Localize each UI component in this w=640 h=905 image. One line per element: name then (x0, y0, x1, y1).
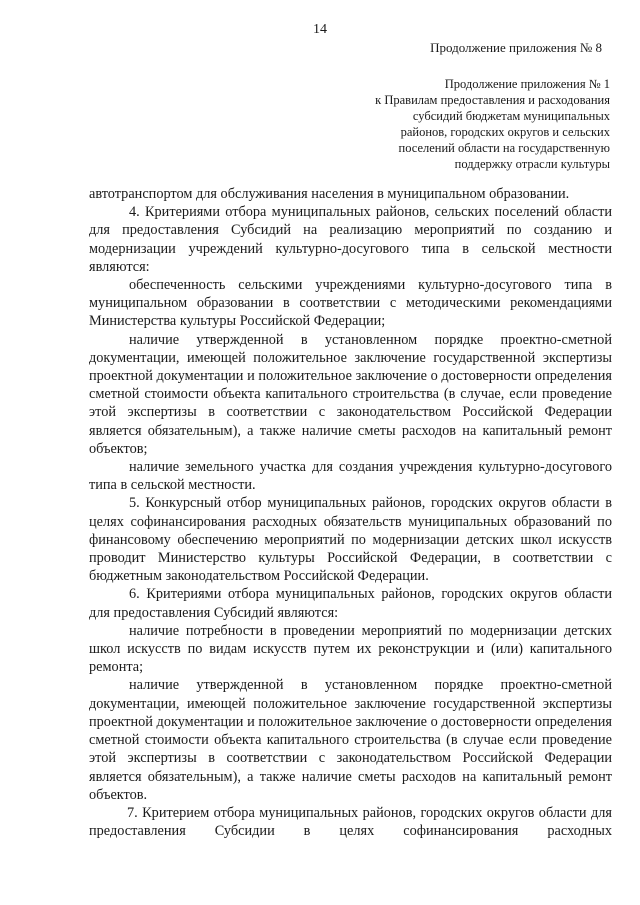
header-line: поселений области на государственную (398, 141, 610, 155)
header-line: районов, городских округов и сельских (400, 125, 610, 139)
paragraph-item-5: 5. Конкурсный отбор муниципальных районов, городских округов области в целях софинансирования расходных обязательств муниципальных образований по финансовому обеспечению мероприятий по модернизации детских школ искусств проводит Министерство культуры Российской Федерации, в соответствии с бюджетным законодательством Российской Федерации. (89, 495, 612, 585)
paragraph-criterion: наличие потребности в проведении мероприятий по модернизации детских школ искусств по видам искусств путем их реконструкции и (или) капитального ремонта; (89, 622, 612, 676)
document-body (89, 185, 612, 840)
paragraph-criterion: наличие утвержденной в установленном порядке проектно-сметной документации, имеющей положительное заключение государственной экспертизы проектной документации и положительное заключение о достоверности определения сметной стоимости объекта капитального строительства (в случае если проведение этой экспертизы в соответствии с законодательством Российской Федерации является обязательным), а также наличие сметы расходов на капитальный ремонт объектов. (89, 677, 612, 803)
paragraph-item-6: 6. Критериями отбора муниципальных районов, городских округов области для предоставления Субсидий являются: (89, 586, 612, 621)
header-line: поддержку отрасли культуры (454, 157, 610, 171)
header-line: Продолжение приложения № 1 (444, 77, 610, 91)
paragraph-item-4: 4. Критериями отбора муниципальных районов, сельских поселений области для предоставления Субсидий на реализацию мероприятий по созданию и модернизации учреждений культурно-досугового типа в сельской местности являются: (89, 204, 612, 275)
header-line: к Правилам предоставления и расходования (375, 93, 610, 107)
paragraph-continuation: автотранспортом для обслуживания населения в муниципальном образовании. (89, 186, 570, 202)
paragraph-criterion: обеспеченность сельскими учреждениями культурно-досугового типа в муниципальном образовании в соответствии с методическими рекомендациями Министерства культуры Российской Федерации; (89, 277, 612, 330)
paragraph-criterion: наличие утвержденной в установленном порядке проектно-сметной документации, имеющей положительное заключение государственной экспертизы проектной документации и положительное заключение о достоверности определения сметной стоимости объекта капитального строительства (в случае, если проведение этой экспертизы в соответствии с законодательством Российской Федерации является обязательным), а также наличие сметы расходов на капитальный ремонт объектов; (89, 331, 612, 457)
continuation-label: Продолжение приложения № 8 (430, 40, 602, 55)
paragraph-item-7: 7. Критерием отбора муниципальных районов, городских округов области для предоставления Субсидии в целях софинансирования расходных (89, 804, 612, 840)
page-number: 14 (313, 22, 327, 37)
paragraph-criterion: наличие земельного участка для создания учреждения культурно-досугового типа в сельской местности. (89, 459, 612, 494)
appendix-header (340, 76, 610, 172)
header-line: субсидий бюджетам муниципальных (412, 109, 610, 123)
